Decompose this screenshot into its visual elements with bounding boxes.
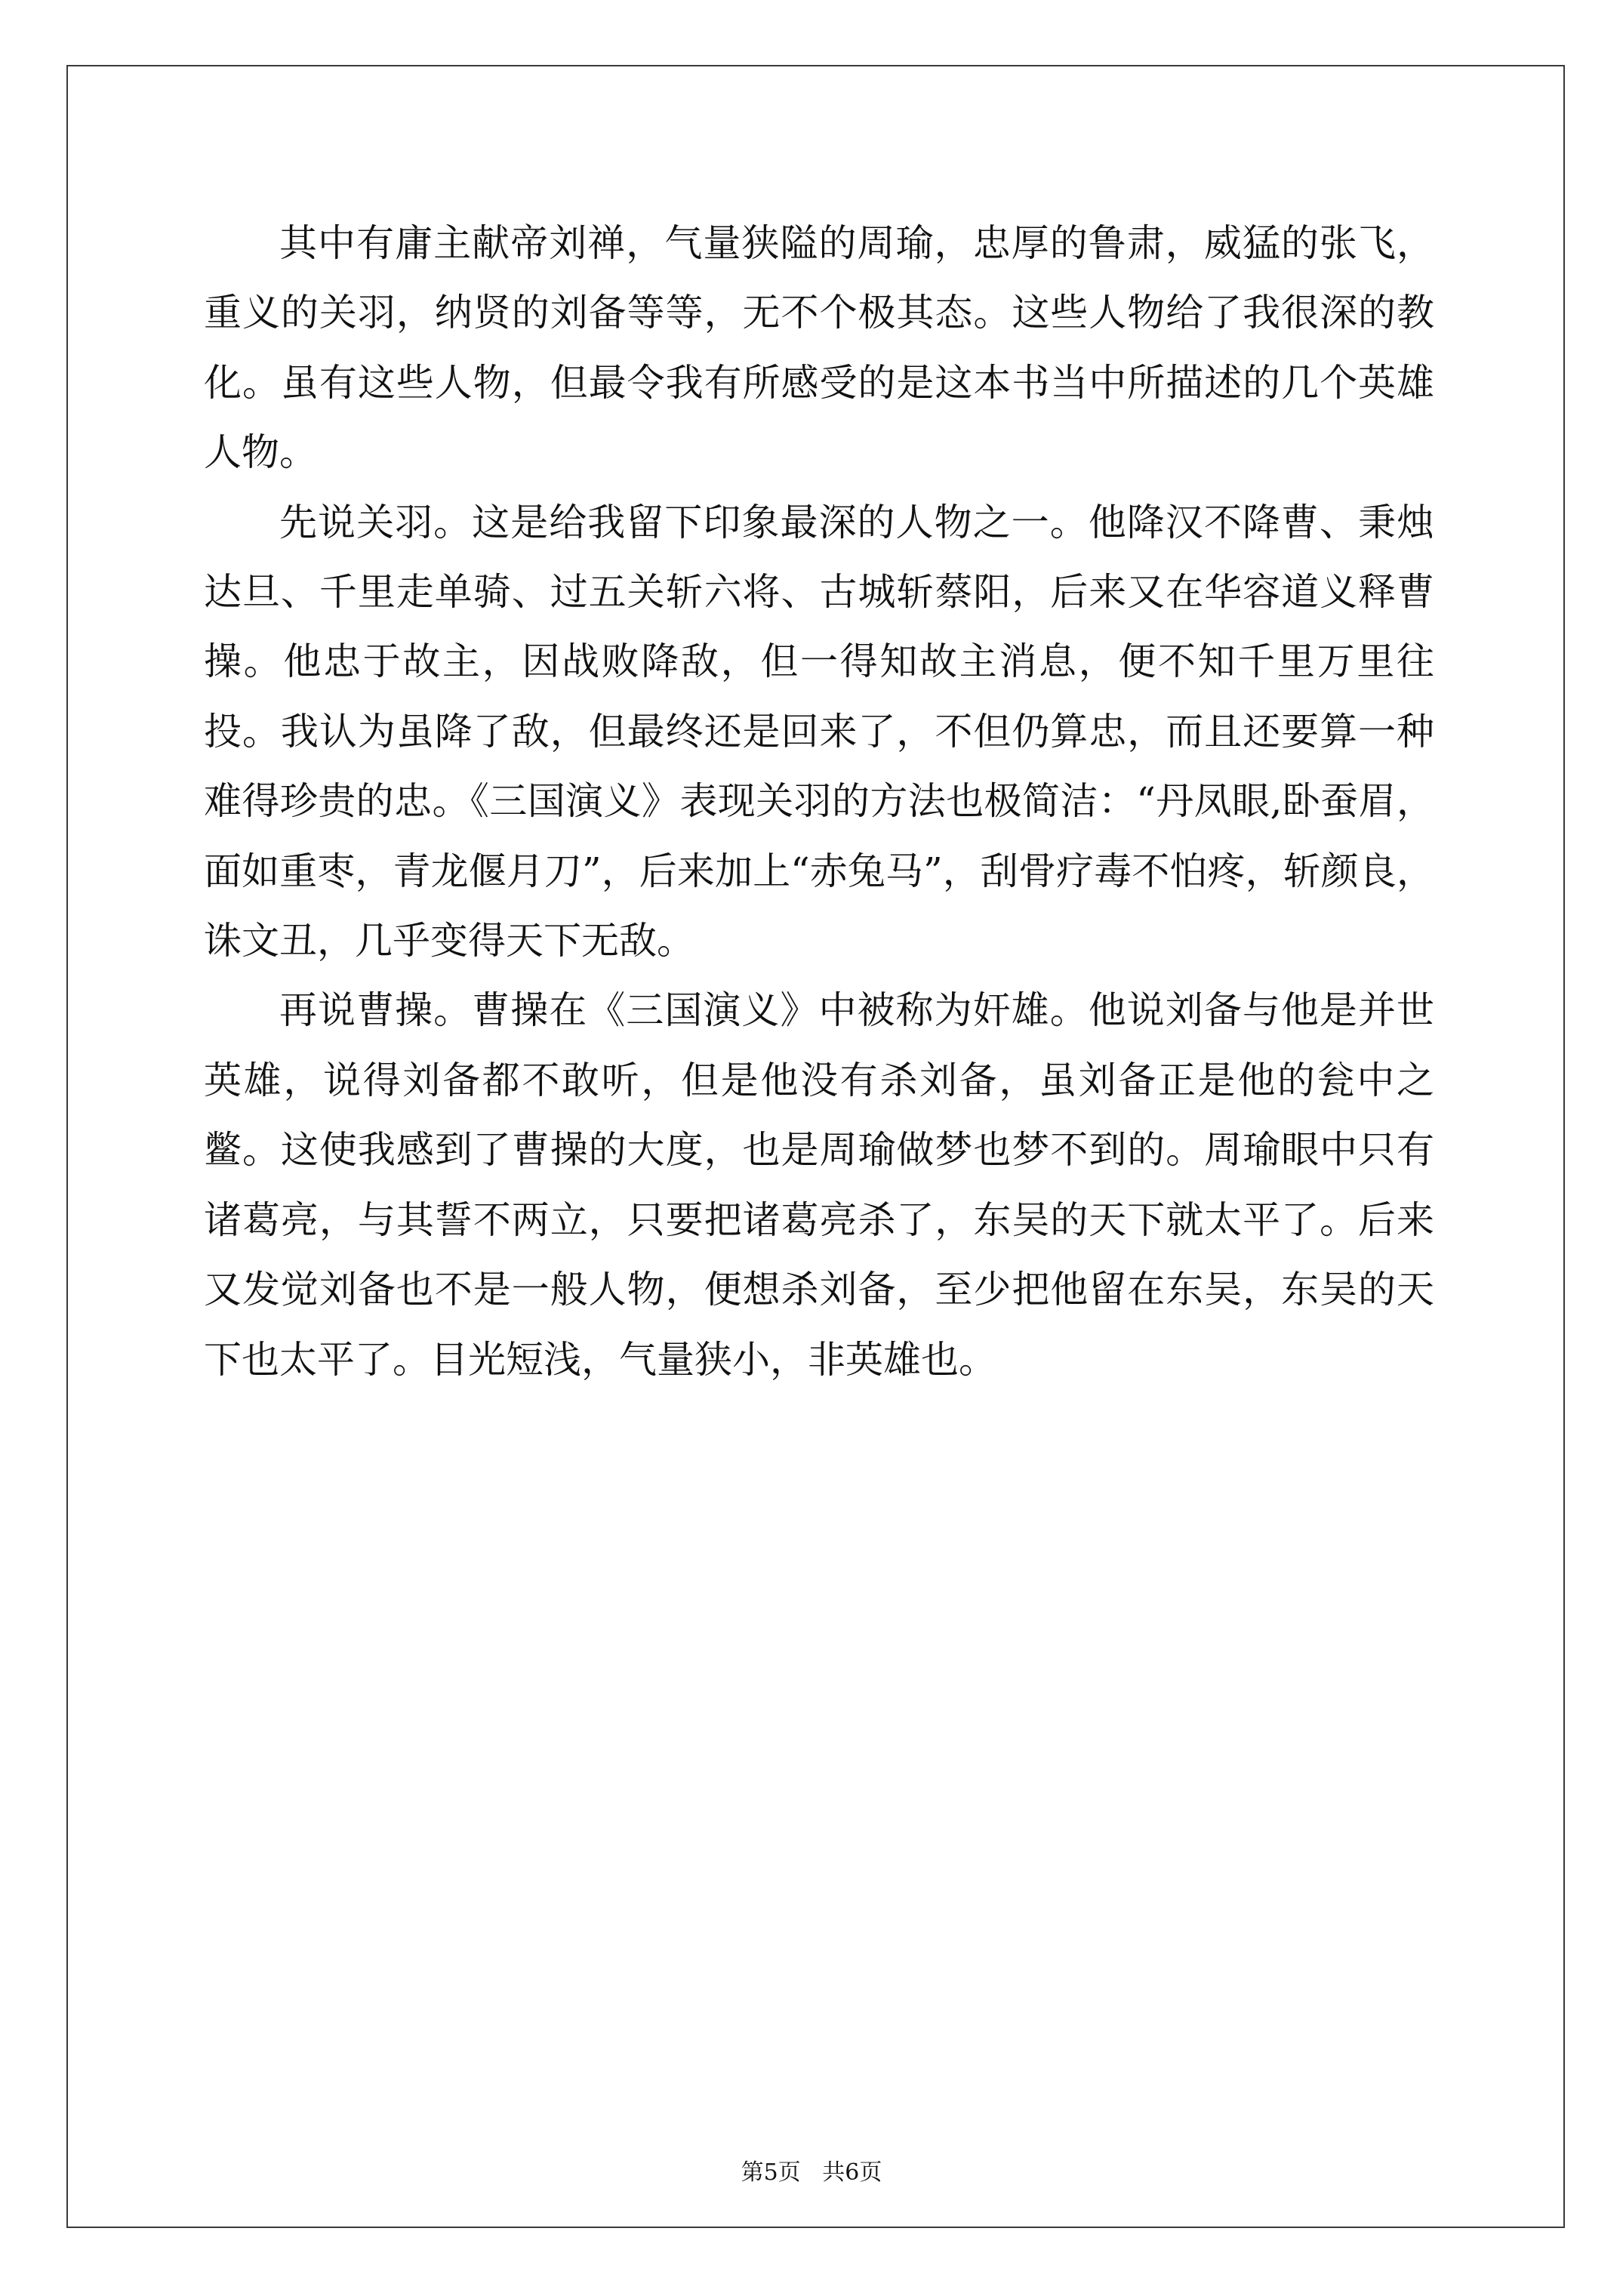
page-footer xyxy=(0,2158,1623,2188)
page-total: 共6页 xyxy=(822,2159,882,2186)
paragraph-cao-cao: 再说曹操。曹操在《三国演义》中被称为奸雄。他说刘备与他是并世英雄，说得刘备都不敢听，但是他没有杀刘备，虽刘备正是他的瓮中之鳖。这使我感到了曹操的大度，也是周瑜做梦也梦不到的。周瑜眼中只有诸葛亮，与其誓不两立，只要把诸葛亮杀了，东吴的天下就太平了。后来又发觉刘备也不是一般人物，便想杀刘备，至少把他留在东吴，东吴的天下也太平了。目光短浅，气量狭小，非英雄也。 xyxy=(204,988,1434,1382)
paragraph-guan-yu: 先说关羽。这是给我留下印象最深的人物之一。他降汉不降曹、秉烛达旦、千里走单骑、过五关斩六将、古城斩蔡阳，后来又在华容道义释曹操。他忠于故主，因战败降敌，但一得知故主消息，便不知千里万里往投。我认为虽降了敌，但最终还是回来了，不但仍算忠，而且还要算一种难得珍贵的忠。《三国演义》表现关羽的方法也极简洁：“丹凤眼,卧蚕眉，面如重枣，青龙偃月刀”，后来加上“赤兔马”，刮骨疗毒不怕疼，斩颜良，诛文丑，几乎变得天下无敌。 xyxy=(204,500,1434,963)
document-body xyxy=(204,208,1434,1395)
page-number: 第5页 xyxy=(741,2159,801,2186)
paragraph-characters: 其中有庸主献帝刘禅，气量狭隘的周瑜，忠厚的鲁肃，威猛的张飞，重义的关羽，纳贤的刘备等等，无不个极其态。这些人物给了我很深的教化。虽有这些人物，但最令我有所感受的是这本书当中所描述的几个英雄人物。 xyxy=(204,221,1434,475)
